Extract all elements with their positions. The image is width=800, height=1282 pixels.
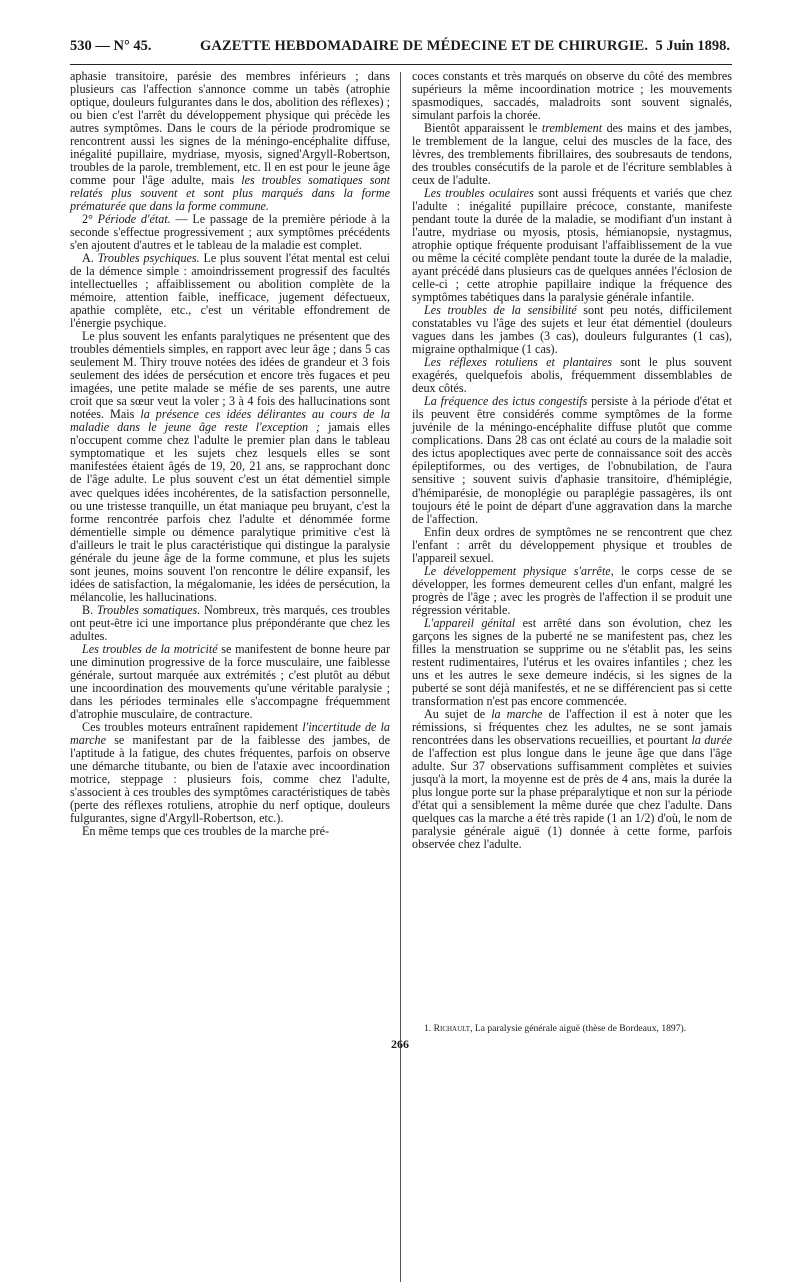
paragraph-text: des mains et des jambes, le tremblement de la langue, celui des muscles de la face, des lèvres, des tremblements fibrillaires, des soubresauts de tendons, des troubles consécutifs de la parole et de l'écriture semblables à ceux de l'adulte. xyxy=(412,121,732,188)
header-page-issue: 530 — N° 45. xyxy=(70,38,152,54)
paragraph-text: sont peu notés, difficilement constatables vu l'âge des sujets et leur état démentiel (douleurs vagues dans les jambes (3 cas), douleurs fulgurantes (1 cas), migraine opthalmique (1 cas). xyxy=(412,303,732,357)
paragraph xyxy=(70,604,390,643)
left-column xyxy=(70,70,390,838)
header-rule xyxy=(70,64,732,65)
paragraph-text: est arrêté dans son évolution, chez les garçons les signes de la puberté ne se manifestent pas, chez les filles la menstruation se supprime ou ne s'établit pas, les seins restent rudimentaires, l'utérus et les ovaires infantiles ; chez les uns et les autres le sexe demeure indécis, si les signes de la puberté se sont déjà manifestés, et ne se différencient pas si cette transformation n'est pas encore commencée. xyxy=(412,615,733,708)
paragraph-text: Le plus souvent l'état mental est celui de la démence simple : amoindrissement progressif des facultés intellectuelles ; affaiblissement ou abolition complète de la mémoire, attention faible, inefficace, jugement défectueux, apathie complète, etc., c'est un véritable effondrement de l'énergie psychique. xyxy=(70,251,390,331)
column-divider xyxy=(400,72,401,1282)
page-number: 266 xyxy=(391,1037,409,1051)
paragraph-text: persiste à la période d'état et ils peuvent être considérés comme symptômes de la forme juvénile de la méningo-encéphalite diffuse plutôt que comme complications. Dans 28 cas ont éclaté au cours de la maladie soit des ictus apoplectiques avec perte de connaissance soit des accès épileptiformes, ou des vertiges, de l'obnubilation, de l'aura sensitive ; souvent suivis d'aphasie transitoire, d'hémiplégie, d'hémiparésie, de monoplégie ou paraplégie passagères, ils ont toujours été le point de départ d'une aggravation dans la marche de l'affection. xyxy=(412,394,732,526)
italic-text: la marche xyxy=(491,706,543,721)
paragraph-text: le corps cesse de se développer, les formes demeurent celles d'un enfant, malgré les progrès de l'âge ; avec les progrès de l'affection il se produit une régression véritable. xyxy=(412,563,733,617)
italic-text: Les réflexes rotuliens et plantaires xyxy=(424,355,612,370)
footnote-text: La paralysie générale aiguë (thèse de Bordeaux, 1897). xyxy=(472,1023,687,1034)
footnote xyxy=(412,1023,732,1034)
paragraph-text: de l'affection est plus longue dans le jeune âge que dans l'âge adulte. Sur 37 observations suffisamment complètes et suivies jusqu'à la mort, la moyenne est de près de 4 ans, mais la durée la plus longue porte sur la phase préparalytique et non sur la période d'état qui a sensiblement la même durée que chez l'adulte. Dans quelques cas la marche a été très rapide (1 an 1/2) d'où, le nom de paralysie générale aiguë (1) donnée à cette forme, parfois observée chez l'adulte. xyxy=(412,745,732,851)
paragraph xyxy=(412,708,732,851)
paragraph-text: — Le passage de la première période à la seconde s'effectue progressivement ; aux symptômes précédents s'en ajoutent d'autres et le tableau de la maladie est complet. xyxy=(70,212,390,253)
paragraph xyxy=(70,70,390,213)
paragraph xyxy=(70,252,390,330)
paragraph-text: sont le plus souvent exagérés, quelquefois abolis, fréquemment dissemblables de deux côtés. xyxy=(412,355,732,396)
paragraph-text: Nombreux, très marqués, ces troubles ont peut-être ici une importance plus prépondérante que chez les adultes. xyxy=(70,602,390,643)
paragraph xyxy=(412,304,732,356)
paragraph xyxy=(412,122,732,187)
paragraph-text: se manifestant par de la faiblesse des jambes, de l'aptitude à la fatigue, des chutes fréquentes, parfois on observe une démarche titubante, ou bien de l'ataxie avec incoordination motrice, steppage : plusieurs fois, comme chez l'adulte, s'associent à ces troubles des symptômes caractéristiques de tabès (perte des réflexes rotuliens, atrophie du nerf optique, douleurs fulgurantes, signe d'Argyll-Robertson, etc.). xyxy=(70,732,390,825)
paragraph-text: sont aussi fréquents et variés que chez l'adulte : inégalité pupillaire précoce, constante, manifeste pendant toute la durée de la maladie, se modifiant d'un instant à l'autre, mydriase ou myosis, ptosis, hémianopsie, nystagmus, atrophie optique fréquente produisant l'affaiblissement de la vue ou même la cécité complète pendant toute la durée de la maladie, ayant précédé dans plusieurs cas de quelques années l'éclosion de celle-ci ; cette atrophie papillaire indique la fréquence des symptômes tabétiques dans la paralysie générale infantile. xyxy=(412,186,733,305)
paragraph xyxy=(70,825,390,838)
paragraph xyxy=(412,526,732,565)
italic-text: Période d'état. xyxy=(97,212,171,227)
italic-text: Troubles psychiques. xyxy=(97,251,200,266)
paragraph xyxy=(412,70,732,122)
paragraph-text: B. xyxy=(82,602,97,617)
italic-text: Les troubles de la motricité xyxy=(82,641,218,656)
paragraph xyxy=(412,356,732,395)
paragraph-text: Bientôt apparaissent le xyxy=(424,121,542,136)
paragraph-text: A. xyxy=(82,251,98,266)
italic-text: Les troubles oculaires xyxy=(424,186,534,201)
paragraph xyxy=(412,187,732,304)
paragraph-text: de l'affection il est à noter que les rémissions, si fréquentes chez les adultes, ne se sont jamais rencontrées dans les observations recueillies, et pourtant xyxy=(412,706,732,747)
paragraph-text: En même temps que ces troubles de la marche pré- xyxy=(82,823,330,838)
paragraph-text: Au sujet de xyxy=(424,706,492,721)
paragraph xyxy=(70,643,390,721)
italic-text: L'appareil génital xyxy=(424,615,516,630)
footnote-number: 1. xyxy=(424,1023,434,1034)
italic-text: les troubles somatiques sont relatés plus souvent et sont plus marqués dans la forme prématurée que dans la forme commune. xyxy=(70,173,391,214)
right-column xyxy=(412,70,732,851)
italic-text: la présence ces idées délirantes au cours de la maladie dans le jeune âge reste l'exception ; xyxy=(70,407,390,435)
paragraph xyxy=(70,330,390,603)
paragraph-text: aphasie transitoire, parésie des membres inférieurs ; dans plusieurs cas l'affection s'annonce comme un tabès (atrophie optique, douleurs fulgurantes dans le dos, abolition des réflexes) ; ou bien c'est l'arrêt du développement physique qui précède les autres symptômes. Dans le cours de la période prodromique se rencontrent aussi les signes de la méningo-encéphalite diffuse, inégalité pupillaire, mydriase, myosis, signed'Argyll-Robertson, troubles de la parole, tremblement, etc. Il en est pour le jeune âge comme pour l'âge adulte, mais xyxy=(70,69,390,188)
paragraph-text: Enfin deux ordres de symptômes ne se rencontrent que chez l'enfant : arrêt du développement physique et troubles de l'appareil sexuel. xyxy=(412,524,732,565)
italic-text: tremblement xyxy=(541,121,603,136)
footnote-author: Richault, xyxy=(433,1023,473,1034)
italic-text: la durée xyxy=(691,732,732,747)
italic-text: La fréquence des ictus congestifs xyxy=(424,394,588,409)
italic-text: l'incertitude de la marche xyxy=(70,719,390,747)
paragraph xyxy=(412,395,732,525)
paragraph xyxy=(70,213,390,252)
header-date: 5 Juin 1898. xyxy=(655,38,730,54)
running-header xyxy=(70,38,730,60)
paragraph-text: coces constants et très marqués on observe du côté des membres supérieurs la même incoordination motrice ; les mouvements spasmodiques, saccadés, maladroits sont souvent signalés, simulant parfois la chorée. xyxy=(412,69,732,123)
italic-text: Les troubles de la sensibilité xyxy=(424,303,577,318)
paragraph-text: jamais elles n'occupent comme chez l'adulte le premier plan dans le tableau symptomatique et les sujets chez lesquels elles se sont manifestées étaient âgés de 19, 20, 21 ans, se rapprochant donc de l'âge adulte. Le plus souvent c'est un état démentiel simple avec quelques idées incohérentes, de la satisfaction personnelle, ou une tristesse tranquille, un état maniaque peu bruyant, c'est la forme rencontrée parfois chez l'adulte et dénommée forme démentielle simple ou démence paralytique primitive c'est là d'ailleurs le trait le plus caractéristique qui distingue la paralysie générale du jeune âge de la forme commune, et plus les sujets sont jeunes, moins souvent l'on rencontre le délire expansif, les idées de satisfaction, la mégalomanie, les idées de persécution, la mélancolie, les hallucinations. xyxy=(70,420,390,604)
italic-text: Le développement physique s'arrête, xyxy=(424,563,614,578)
italic-text: Troubles somatiques. xyxy=(96,602,201,617)
paragraph xyxy=(412,565,732,617)
paragraph xyxy=(70,721,390,825)
paragraph-text: Ces troubles moteurs entraînent rapidement xyxy=(82,719,303,734)
paragraph-text: se manifestent de bonne heure par une diminution progressive de la force musculaire, une faiblesse générale, surtout marquée aux extrémités ; c'est plutôt au début une incoordination des mouvements qu'une véritable paralysie ; dans les périodes terminales elle s'accompagne fréquemment d'atrophie musculaire, de contracture. xyxy=(70,641,390,721)
paragraph-text: 2° xyxy=(82,212,98,227)
header-journal-title: GAZETTE HEBDOMADAIRE DE MÉDECINE ET DE CHIRURGIE. xyxy=(200,38,649,54)
paragraph xyxy=(412,617,732,708)
paragraph-text: Le plus souvent les enfants paralytiques ne présentent que des troubles démentiels simples, en rapport avec leur âge ; dans 5 cas seulement M. Thiry trouve notées des idées de grandeur et 3 fois seulement des idées de persécution et encore très fugaces et peu imagées, une petite malade se méfie de ses parents, une autre croit que sa sœur veut la voler ; 3 à 4 fois des hallucinations sont notées. Mais xyxy=(70,329,390,422)
